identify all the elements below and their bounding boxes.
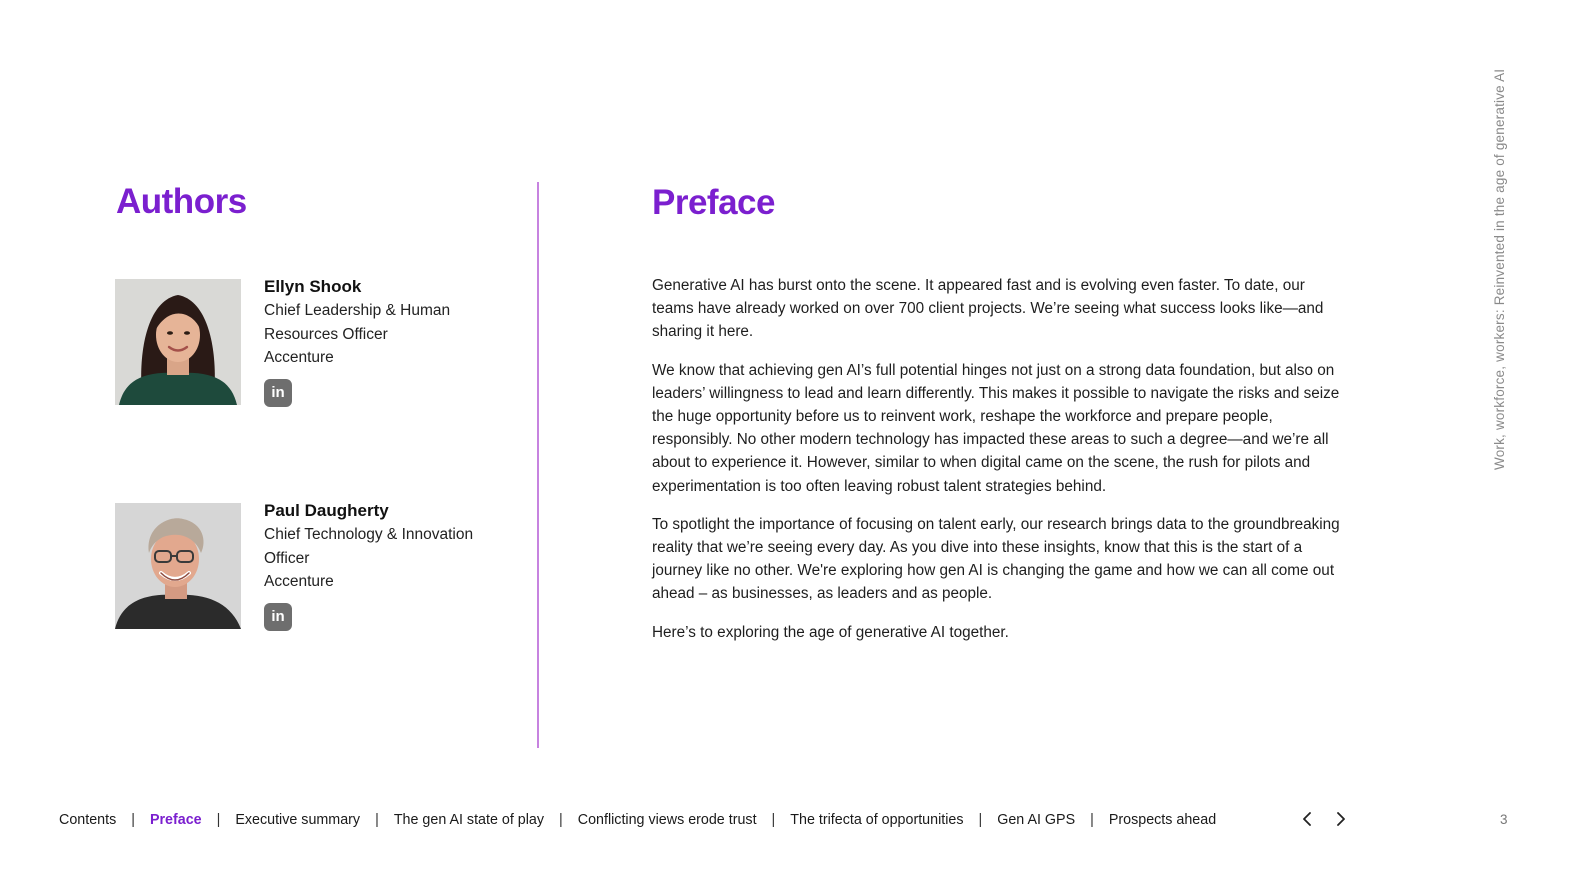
- footer-navigation: [59, 810, 1216, 830]
- nav-separator: |: [771, 812, 776, 828]
- author-name: Paul Daugherty: [264, 501, 389, 520]
- nav-executive-summary[interactable]: Executive summary: [235, 812, 361, 828]
- nav-trifecta[interactable]: The trifecta of opportunities: [790, 812, 964, 828]
- author-photo: [115, 503, 241, 629]
- author-role: Chief Leadership & Human Resources Officer: [264, 302, 451, 343]
- nav-separator: |: [375, 812, 379, 828]
- vertical-divider: [537, 182, 539, 748]
- author-org: Accenture: [264, 573, 334, 590]
- nav-separator: |: [559, 812, 563, 828]
- preface-paragraph: We know that achieving gen AI’s full potential hinges not just on a strong data foundation, but also on leaders’ willingness to lead and learn differently. This makes it possible to navigate the risks and seize the huge opportunity before us to reinvent work, reshape the workforce and prepare people, responsibly. No other modern technology has impacted these areas to such a degree—and we’re all about to experience it. However, similar to when digital came on the scene, the rush for pilots and experimentation is too often leaving robust talent strategies behind.: [652, 361, 1340, 495]
- nav-prospects-ahead[interactable]: Prospects ahead: [1108, 812, 1217, 828]
- author-info: [264, 499, 504, 631]
- author-card: [115, 503, 495, 631]
- author-photo: [115, 279, 241, 405]
- nav-gen-ai-state-of-play[interactable]: The gen AI state of play: [393, 812, 545, 828]
- preface-body: [652, 274, 1342, 659]
- preface-paragraph: Here’s to exploring the age of generative AI together.: [652, 623, 1009, 641]
- preface-paragraph: To spotlight the importance of focusing on talent early, our research brings data to the groundbreaking reality that we’re seeing every day. As you dive into these insights, know that this is the start of a journey like no other. We're exploring how gen AI is changing the game and how we can all come out ahead – as businesses, as leaders and as people.: [652, 515, 1340, 603]
- preface-paragraph: Generative AI has burst onto the scene. It appeared fast and is evolving even faster. To date, our teams have already worked on over 700 client projects. We’re seeing what success looks like—and sharing it here.: [652, 277, 1324, 341]
- author-info: [264, 275, 504, 407]
- nav-gen-ai-gps[interactable]: Gen AI GPS: [997, 812, 1076, 828]
- linkedin-icon[interactable]: in: [264, 379, 292, 407]
- author-org: Accenture: [264, 349, 334, 366]
- nav-preface[interactable]: Preface: [149, 812, 202, 828]
- preface-heading: Preface: [652, 183, 775, 222]
- page-number: 3: [1500, 812, 1508, 827]
- author-name: Ellyn Shook: [264, 277, 362, 296]
- report-side-title: Work, workforce, workers: Reinvented in the age of generative AI: [1492, 68, 1507, 470]
- nav-separator: |: [1090, 812, 1094, 828]
- chevron-right-icon[interactable]: [1330, 808, 1352, 830]
- nav-contents[interactable]: Contents: [59, 812, 117, 828]
- author-card: [115, 279, 495, 407]
- linkedin-icon[interactable]: in: [264, 603, 292, 631]
- author-role: Chief Technology & Innovation Officer: [264, 526, 474, 567]
- authors-heading: Authors: [116, 182, 247, 221]
- nav-separator: |: [216, 812, 221, 828]
- page-arrows: [1296, 808, 1352, 830]
- nav-separator: |: [131, 812, 135, 828]
- nav-conflicting-views[interactable]: Conflicting views erode trust: [577, 812, 757, 828]
- chevron-left-icon[interactable]: [1296, 808, 1318, 830]
- nav-separator: |: [978, 812, 983, 828]
